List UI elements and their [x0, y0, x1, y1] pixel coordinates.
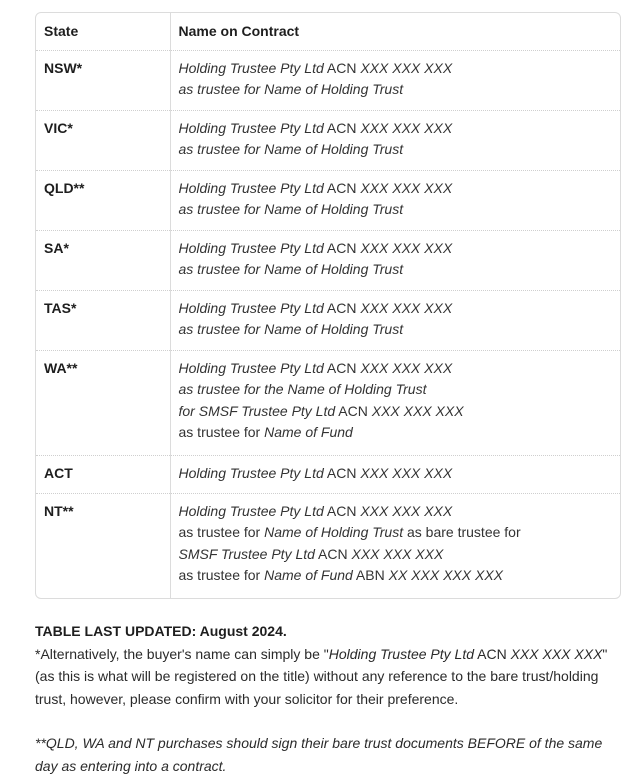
text-segment: XXX XXX XXX	[360, 119, 453, 136]
name-line	[179, 358, 613, 380]
text-segment: ACN	[323, 359, 361, 376]
name-line	[179, 58, 613, 80]
name-line	[179, 79, 613, 101]
contract-names-table	[36, 13, 620, 598]
name-line	[179, 139, 613, 161]
text-segment: as trustee for Name of Holding Trust	[178, 81, 404, 97]
text-segment: Holding Trustee Pty Ltd	[178, 59, 324, 76]
text-segment: Holding Trustee Pty Ltd	[178, 179, 324, 196]
text-segment: XXX XXX XXX	[351, 545, 444, 562]
text-segment: Holding Trustee Pty Ltd	[178, 299, 324, 316]
text-segment: as trustee for Name of Holding Trust	[178, 321, 404, 337]
name-on-contract-cell	[170, 110, 620, 170]
state-cell: NSW*	[36, 50, 170, 110]
state-cell: QLD**	[36, 170, 170, 230]
text-segment: XXX XXX XXX	[510, 645, 603, 662]
text-segment: ACN	[314, 545, 352, 562]
text-segment: XXX XXX XXX	[360, 179, 453, 196]
name-on-contract-cell	[170, 170, 620, 230]
text-segment: XX XXX XXX XXX	[388, 567, 503, 583]
text-segment: ACN	[323, 502, 361, 519]
name-line	[179, 298, 613, 320]
contract-names-table-container	[35, 12, 621, 599]
name-on-contract-cell	[170, 230, 620, 290]
text-segment: ACN	[323, 464, 361, 481]
text-segment: Holding Trustee Pty Ltd	[178, 502, 324, 519]
text-segment: Holding Trustee Pty Ltd	[178, 119, 324, 136]
name-line	[179, 422, 613, 444]
footnote-double-asterisk: **QLD, WA and NT purchases should sign their bare trust documents BEFORE of the same day as entering into a contract.	[35, 735, 603, 774]
text-segment: XXX XXX XXX	[371, 402, 464, 419]
table-last-updated: TABLE LAST UPDATED: August 2024.	[35, 623, 287, 639]
text-segment: as trustee for	[178, 567, 265, 583]
text-segment: ACN	[323, 59, 361, 76]
header-name-on-contract: Name on Contract	[170, 13, 620, 50]
text-segment: Holding Trustee Pty Ltd	[178, 464, 324, 481]
text-segment: Holding Trustee Pty Ltd	[178, 359, 324, 376]
text-segment: XXX XXX XXX	[360, 299, 453, 316]
name-line	[179, 259, 613, 281]
table-notes	[35, 620, 620, 777]
name-line	[179, 501, 613, 523]
text-segment: *Alternatively, the buyer's name can simply be "	[35, 645, 329, 662]
state-cell: NT**	[36, 493, 170, 598]
text-segment: Name of Holding Trust	[264, 524, 404, 540]
name-on-contract-cell	[170, 50, 620, 110]
text-segment: XXX XXX XXX	[360, 502, 453, 519]
text-segment: as trustee for	[178, 524, 265, 540]
name-line	[179, 544, 613, 566]
text-segment: for SMSF Trustee Pty Ltd	[178, 402, 336, 419]
text-segment: XXX XXX XXX	[360, 464, 453, 481]
name-on-contract-cell	[170, 350, 620, 455]
text-segment: as trustee for Name of Holding Trust	[178, 261, 404, 277]
text-segment: Name of Fund	[264, 567, 353, 583]
text-segment: ACN	[335, 402, 372, 419]
name-on-contract-cell	[170, 493, 620, 598]
name-line	[179, 118, 613, 140]
name-line	[179, 199, 613, 221]
text-segment: as bare trustee for	[403, 524, 521, 540]
text-segment: XXX XXX XXX	[360, 59, 453, 76]
text-segment: Holding Trustee Pty Ltd	[178, 239, 324, 256]
name-line	[179, 319, 613, 341]
text-segment: ACN	[474, 645, 511, 662]
table-row	[36, 455, 620, 493]
text-segment: ACN	[323, 179, 361, 196]
text-segment: as trustee for the Name of Holding Trust	[178, 381, 427, 397]
table-row	[36, 50, 620, 110]
table-row	[36, 170, 620, 230]
text-segment: XXX XXX XXX	[360, 239, 453, 256]
name-line	[179, 178, 613, 200]
table-row	[36, 230, 620, 290]
name-line	[179, 238, 613, 260]
state-cell: WA**	[36, 350, 170, 455]
text-segment: ABN	[352, 567, 389, 583]
table-row	[36, 350, 620, 455]
table-header-row	[36, 13, 620, 50]
text-segment: SMSF Trustee Pty Ltd	[178, 545, 315, 562]
name-line	[179, 401, 613, 423]
text-segment: as trustee for Name of Holding Trust	[178, 141, 404, 157]
name-line	[179, 522, 613, 544]
text-segment: ACN	[323, 239, 361, 256]
text-segment: ACN	[323, 299, 361, 316]
text-segment: as trustee for Name of Holding Trust	[178, 201, 404, 217]
table-row	[36, 493, 620, 598]
table-body	[36, 50, 620, 598]
header-state: State	[36, 13, 170, 50]
text-segment: " (as this is what will be registered on the title) without any reference to the bare trust/holding trust, however, please confirm with your solicitor for their preference.	[35, 645, 608, 707]
name-line	[179, 379, 613, 401]
text-segment: Holding Trustee Pty Ltd	[328, 645, 475, 662]
name-line	[179, 565, 613, 587]
state-cell: SA*	[36, 230, 170, 290]
text-segment: ACN	[323, 119, 361, 136]
state-cell: TAS*	[36, 290, 170, 350]
name-line	[179, 463, 613, 485]
footnote-single-asterisk	[35, 646, 607, 707]
text-segment: Name of Fund	[264, 424, 353, 440]
table-row	[36, 290, 620, 350]
text-segment: as trustee for	[178, 424, 265, 440]
table-row	[36, 110, 620, 170]
text-segment: XXX XXX XXX	[360, 359, 453, 376]
name-on-contract-cell	[170, 455, 620, 493]
spacer	[35, 710, 620, 732]
state-cell: ACT	[36, 455, 170, 493]
state-cell: VIC*	[36, 110, 170, 170]
name-on-contract-cell	[170, 290, 620, 350]
